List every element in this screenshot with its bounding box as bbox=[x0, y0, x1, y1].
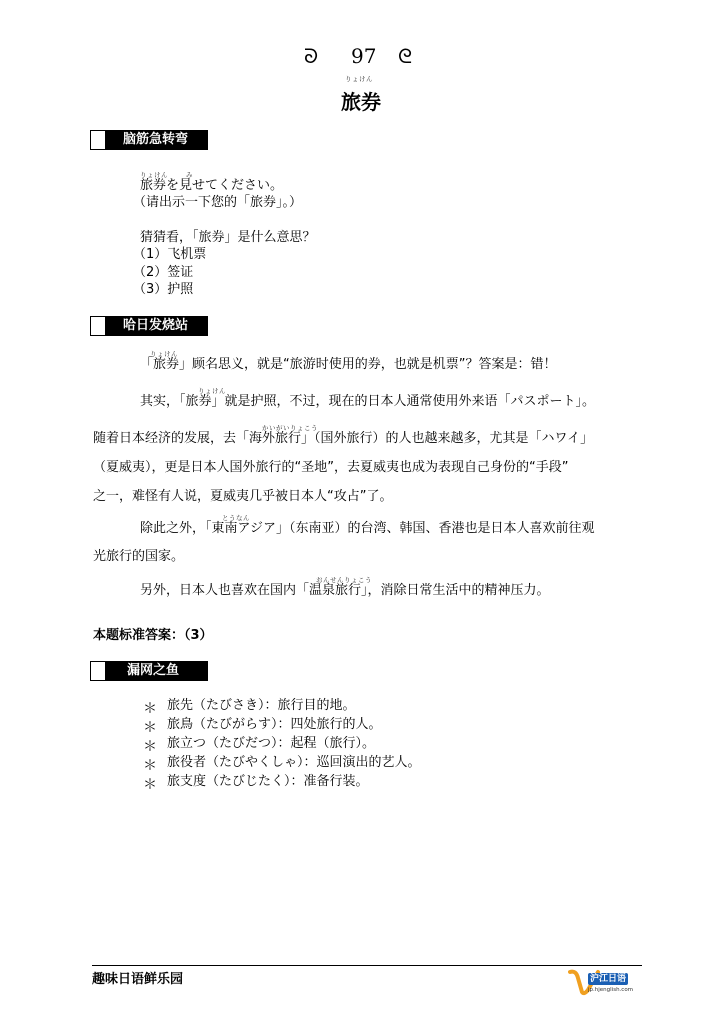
page-title: 旅券 bbox=[341, 90, 381, 114]
vocab-entry: 旅役者（たびやくしゃ）：巡回演出的艺人。 bbox=[167, 755, 421, 770]
quiz-line-1: 旅券を見せてください。 bbox=[140, 178, 284, 193]
ornament-left: ᘐ bbox=[304, 44, 319, 68]
quiz-option: （1）飞机票 bbox=[133, 247, 207, 262]
paragraph-line: 之一，难怪有人说，夏威夷几乎被日本人“攻占”了。 bbox=[93, 489, 393, 504]
ruby-ryoken: りょけん bbox=[140, 171, 168, 179]
quiz-question: 猜猜看，「旅券」是什么意思？ bbox=[140, 230, 316, 245]
section-title: 漏网之鱼 bbox=[105, 661, 208, 681]
section-box-icon bbox=[90, 316, 106, 336]
section-header-extra bbox=[90, 661, 208, 681]
bullet-icon: ＊ bbox=[143, 701, 157, 717]
hujiang-logo bbox=[568, 968, 634, 996]
quiz-option: （3）护照 bbox=[133, 282, 194, 297]
ruby: りょけん bbox=[198, 387, 226, 395]
vocab-entry: 旅立つ（たびだつ）：起程（旅行）。 bbox=[167, 736, 376, 751]
title-ruby: りょけん bbox=[345, 75, 373, 83]
answer-line: 本题标准答案：（3） bbox=[93, 628, 213, 643]
paragraph-line: （夏威夷），更是日本人国外旅行的“圣地”，去夏威夷也成为表现自己身份的“手段” bbox=[93, 460, 569, 475]
vocab-entry: 旅鳥（たびがらす）：四处旅行的人。 bbox=[167, 717, 382, 732]
ruby: りょけん bbox=[150, 350, 178, 358]
logo-subtext: jp.hjenglish.com bbox=[588, 987, 634, 993]
section-title: 哈日发烧站 bbox=[105, 316, 208, 336]
vocab-entry: 旅支度（たびじたく）：准备行装。 bbox=[167, 774, 369, 789]
ruby: とうなん bbox=[222, 514, 250, 522]
ruby-mi: み bbox=[186, 171, 193, 179]
logo-text: 沪江日语 bbox=[590, 974, 627, 984]
paragraph-line: 除此之外，「東南アジア」（东南亚）的台湾、韩国、香港也是日本人喜欢前往观 bbox=[140, 521, 595, 536]
paragraph-line: 另外，日本人也喜欢在国内「温泉旅行」，消除日常生活中的精神压力。 bbox=[140, 583, 550, 598]
page-number: 97 bbox=[351, 44, 377, 68]
quiz-option: （2）签证 bbox=[133, 265, 194, 280]
section-box-icon bbox=[90, 130, 106, 150]
quiz-line-2: （请出示一下您的「旅券」。） bbox=[133, 195, 303, 210]
bullet-icon: ＊ bbox=[143, 777, 157, 793]
bullet-icon: ＊ bbox=[143, 739, 157, 755]
paragraph-line: 「旅券」顾名思义，就是“旅游时使用的券，也就是机票”？答案是：错！ bbox=[140, 357, 557, 372]
section-title: 脑筋急转弯 bbox=[105, 130, 208, 150]
footer-text: 趣味日语鲜乐园 bbox=[92, 972, 184, 987]
vocab-entry: 旅先（たびさき）：旅行目的地。 bbox=[167, 698, 356, 713]
ornament-right: ᘓ bbox=[398, 44, 413, 68]
ruby: おんせんりょこう bbox=[316, 576, 372, 584]
bullet-icon: ＊ bbox=[143, 758, 157, 774]
paragraph-line: 随着日本经济的发展，去「海外旅行」（国外旅行）的人也越来越多，尤其是「ハワイ」 bbox=[93, 431, 594, 446]
footer-divider bbox=[92, 965, 642, 966]
paragraph-line: 其实，「旅券」就是护照，不过，现在的日本人通常使用外来语「パスポート」。 bbox=[140, 394, 596, 409]
section-header-brain bbox=[90, 130, 208, 150]
bullet-icon: ＊ bbox=[143, 720, 157, 736]
section-header-station bbox=[90, 316, 208, 336]
paragraph-line: 光旅行的国家。 bbox=[93, 549, 185, 564]
section-box-icon bbox=[90, 661, 106, 681]
ruby: かいがいりょこう bbox=[262, 424, 318, 432]
